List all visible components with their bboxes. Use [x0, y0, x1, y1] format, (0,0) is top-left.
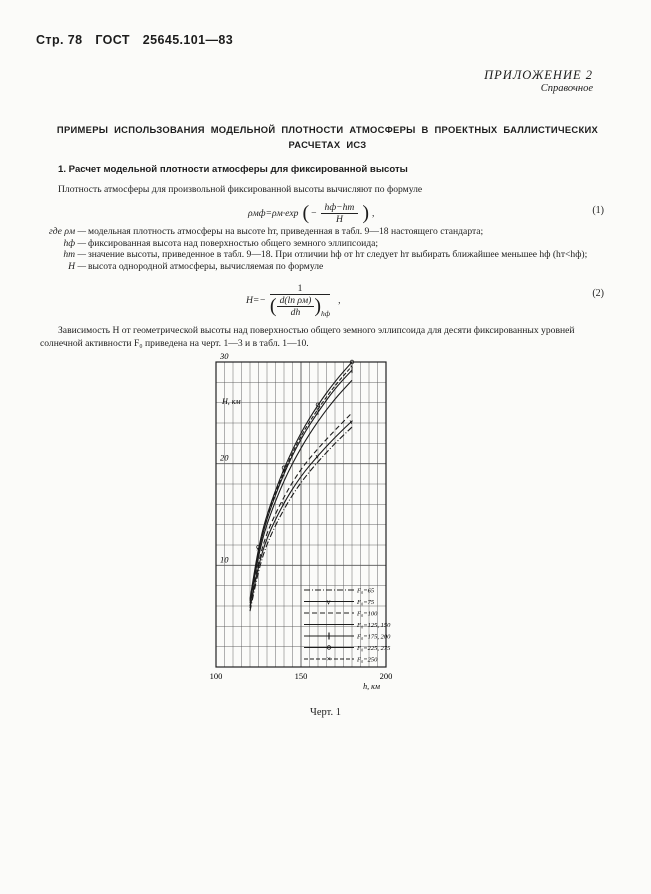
series-marker: ×	[256, 545, 260, 554]
legend-marker: v	[326, 597, 331, 607]
legend-label: F₀=100	[357, 610, 378, 618]
legend-label: F₀=250	[357, 656, 378, 664]
series-marker: v	[256, 562, 260, 571]
series-marker: v	[315, 452, 319, 461]
formula-2-numerator: 1	[270, 283, 330, 295]
title-line-2: РАСЧЕТАХ ИСЗ	[288, 139, 367, 150]
definition-row	[30, 261, 610, 273]
definition-symbol: где ρм —	[48, 226, 86, 237]
formula-1: ρмф=ρм·exp ( − hф−hт H ) ,	[248, 202, 375, 225]
page-title	[40, 122, 615, 152]
section-heading: 1. Расчет модельной плотности атмосферы для фиксированной высоты	[58, 164, 408, 175]
y-tick-label: 10	[220, 554, 229, 565]
intro-paragraph: Плотность атмосферы для произвольной фиксированной высоты вычисляют по формуле	[58, 184, 423, 195]
formula-2: H=− 1 ( d(ln ρм) dh ) hф ,	[246, 283, 341, 318]
appendix-note: Справочное	[540, 83, 593, 94]
series-marker: ×	[315, 405, 320, 414]
dependency-paragraph: Зависимость H от геометрической высоты над поверхностью общего земного эллипсоида для десяти фиксированных уровней солнечной активности F₀ приведена на черт. 1—3 и в табл. 1—10.	[40, 325, 575, 349]
page-number: Стр. 78	[36, 33, 83, 47]
title-line-1: ПРИМЕРЫ ИСПОЛЬЗОВАНИЯ МОДЕЛЬНОЙ ПЛОТНОСТИ АТМОСФЕРЫ В ПРОЕКТНЫХ БАЛЛИСТИЧЕСКИХ	[56, 124, 599, 135]
standard-number: 25645.101—83	[142, 33, 234, 47]
appendix-heading	[484, 68, 593, 94]
chart-legend	[304, 588, 391, 664]
definition-symbol: H —	[68, 260, 86, 272]
standard-label: ГОСТ	[95, 33, 130, 47]
appendix-title: ПРИЛОЖЕНИЕ 2	[484, 68, 593, 82]
definition-symbol: hт —	[63, 249, 86, 260]
definitions-list	[30, 226, 610, 272]
y-axis-label: H, км	[222, 397, 241, 406]
definition-row	[30, 249, 610, 261]
series-marker: ×	[281, 467, 286, 476]
x-tick-label: 100	[209, 671, 223, 681]
definition-text: фиксированная высота над поверхностью общего земного эллипсоида;	[88, 237, 379, 249]
y-tick-label: 20	[220, 452, 229, 463]
legend-label: F₀=175, 200	[357, 633, 391, 641]
definition-row	[30, 238, 610, 250]
series-marker: ×	[349, 362, 354, 371]
formula-2-lhs: H=−	[246, 295, 266, 306]
definition-text: значение высоты, приведенное в табл. 9—18. При отличии hф от hт следует hт выбирать ближайшее меньшее hф (hт<hф);	[88, 249, 588, 260]
equation-number-2: (2)	[592, 288, 604, 299]
formula-2-derivative-num: d(ln ρм)	[277, 295, 315, 307]
legend-label: F₀=65	[357, 587, 375, 595]
legend-marker: ×	[326, 654, 332, 664]
series-marker: v	[349, 417, 353, 426]
density-chart	[190, 350, 450, 695]
legend-label: F₀=75	[357, 599, 375, 606]
formula-2-subscript: hф	[321, 309, 331, 318]
chart-series	[250, 360, 354, 611]
formula-1-lhs: ρмф=ρм·exp	[248, 208, 299, 219]
formula-2-derivative-den: dh	[290, 307, 301, 318]
definition-text: модельная плотность атмосферы на высоте hт, приведенная в табл. 9—18 настоящего стандарта;	[88, 226, 484, 237]
x-tick-label: 150	[294, 671, 308, 681]
series-marker: v	[281, 499, 285, 508]
x-axis-label: h, км	[363, 682, 380, 691]
x-tick-label: 200	[379, 671, 393, 681]
equation-number-1: (1)	[592, 205, 604, 216]
figure-caption: Черт. 1	[310, 707, 341, 718]
formula-1-numerator: hф−hт	[321, 202, 359, 214]
y-tick-label: 30	[220, 351, 229, 361]
page-header	[36, 33, 242, 47]
formula-1-denominator: H	[335, 214, 343, 225]
definition-row	[30, 226, 610, 238]
definition-text: высота однородной атмосферы, вычисляемая по формуле	[88, 260, 324, 272]
legend-label: F₀=225, 275	[357, 645, 391, 652]
legend-label: F₀=125, 150	[357, 622, 391, 629]
definition-symbol: hф —	[63, 237, 86, 249]
